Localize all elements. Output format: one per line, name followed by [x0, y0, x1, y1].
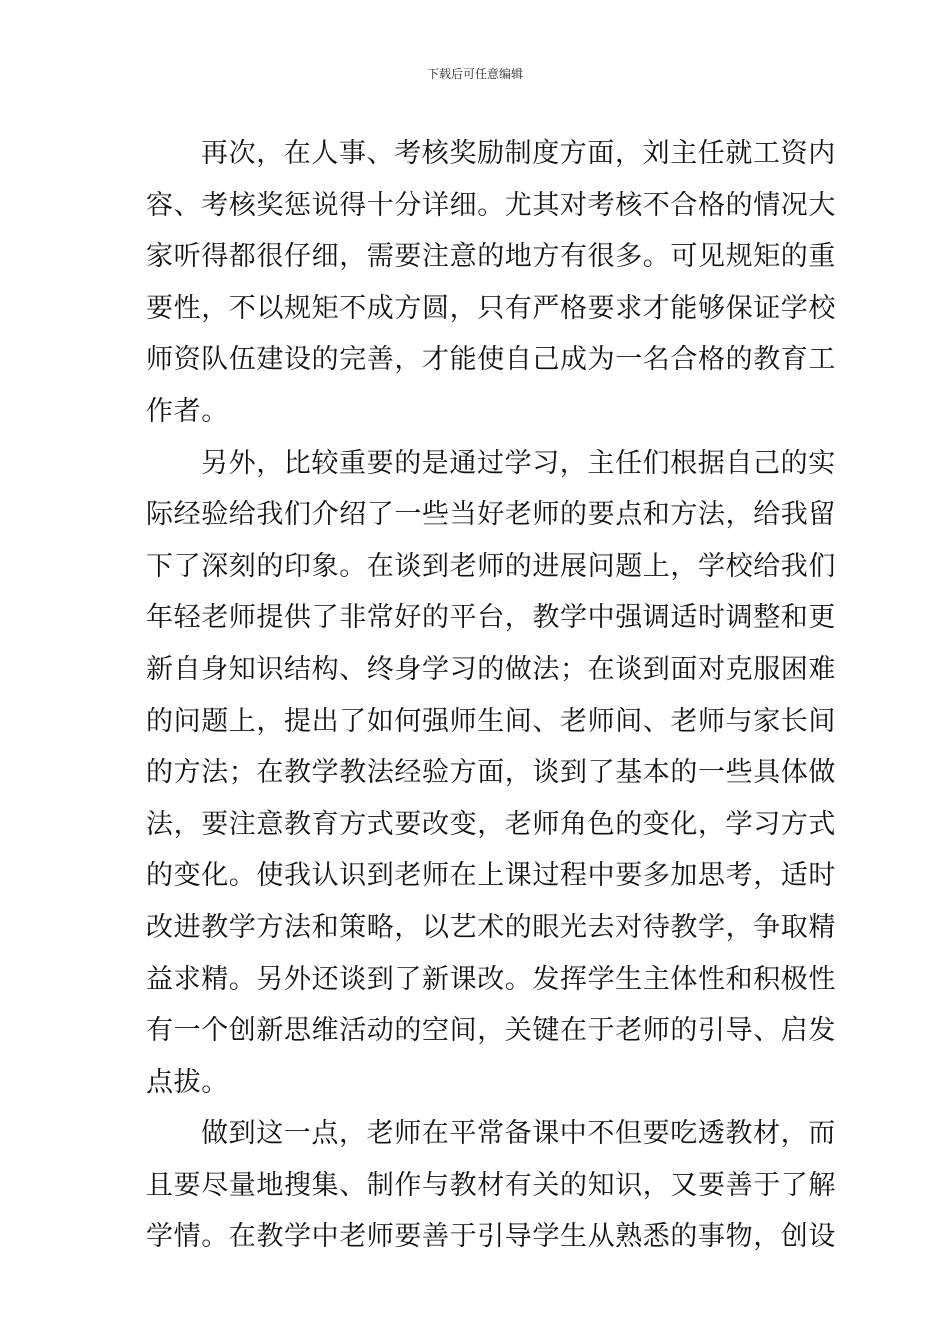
text-line: 再次，在人事、考核奖励制度方面，刘主任就工资内	[201, 138, 836, 169]
document-body	[146, 128, 836, 1263]
text-line: 做到这一点，老师在平常备课中不但要吃透教材，而	[201, 1118, 836, 1150]
text-line: 要性，不以规矩不成方圆，只有严格要求才能够保证学校	[146, 292, 836, 324]
text-line: 容、考核奖惩说得十分详细。尤其对考核不合格的情况大	[146, 189, 836, 221]
text-line: 的变化。使我认识到老师在上课过程中要多加思考，适时	[146, 860, 836, 892]
text-line: 年轻老师提供了非常好的平台，教学中强调适时调整和更	[146, 602, 836, 634]
text-line: 家听得都很仔细，需要注意的地方有很多。可见规矩的重	[146, 241, 836, 273]
text-line: 改进教学方法和策略，以艺术的眼光去对待教学，争取精	[146, 911, 836, 943]
paragraph-2	[146, 438, 836, 1109]
text-line: 下了深刻的印象。在谈到老师的进展问题上，学校给我们	[146, 550, 836, 582]
text-line: 作者。	[146, 395, 229, 427]
text-line: 学情。在教学中老师要善于引导学生从熟悉的事物，创设	[146, 1221, 836, 1253]
text-line: 的方法；在教学教法经验方面，谈到了基本的一些具体做	[146, 757, 836, 789]
text-line: 际经验给我们介绍了一些当好老师的要点和方法，给我留	[146, 499, 836, 531]
text-line: 新自身知识结构、终身学习的做法；在谈到面对克服困难	[146, 653, 836, 685]
text-line: 师资队伍建设的完善，才能使自己成为一名合格的教育工	[146, 344, 836, 376]
text-line: 另外，比较重要的是通过学习，主任们根据自己的实	[201, 447, 836, 479]
page-header: 下载后可任意编辑	[426, 67, 523, 81]
text-line: 的问题上，提出了如何强师生间、老师间、老师与家长间	[146, 705, 836, 737]
text-line: 有一个创新思维活动的空间，关键在于老师的引导、启发	[146, 1015, 836, 1047]
text-line: 且要尽量地搜集、制作与教材有关的知识，又要善于了解	[146, 1169, 836, 1201]
paragraph-3	[146, 1108, 836, 1263]
text-line: 益求精。另外还谈到了新课改。发挥学生主体性和积极性	[146, 963, 836, 995]
paragraph-1	[146, 128, 836, 438]
text-line: 点拔。	[146, 1066, 229, 1098]
text-line: 法，要注意教育方式要改变，老师角色的变化，学习方式	[146, 808, 836, 840]
